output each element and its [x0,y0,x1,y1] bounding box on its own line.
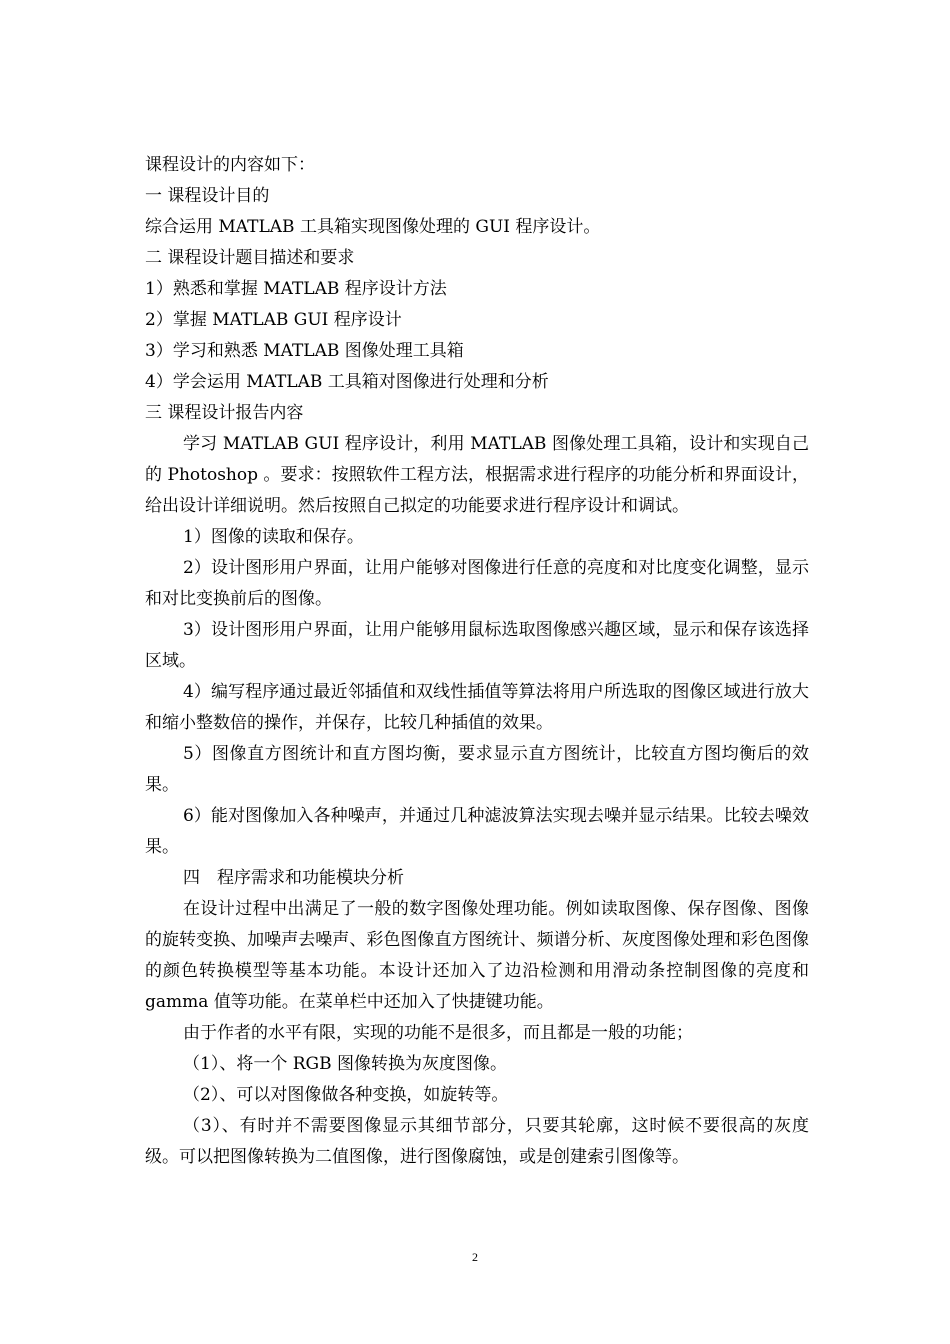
feature-item: （2）、可以对图像做各种变换，如旋转等。 [183,1085,509,1105]
feature-item: （3）、有时并不需要图像显示其细节部分，只要其轮廓，这时候不要很高的灰度级。可以把图像转换为二值图像，进行图像腐蚀，或是创建索引图像等。 [145,1116,809,1167]
section-heading-1: 一 课程设计目的 [145,186,270,206]
analysis-paragraph: 在设计过程中出满足了一般的数字图像处理功能。例如读取图像、保存图像、图像的旋转变换、加噪声去噪声、彩色图像直方图统计、频谱分析、灰度图像处理和彩色图像的颜色转换模型等基本功能。本设计还加入了边沿检测和用滑动条控制图像的亮度和 gamma 值等功能。在菜单栏中还加入了快捷键功能。 [145,899,809,1012]
report-item: 1）图像的读取和保存。 [183,527,364,547]
section-1-text: 综合运用 MATLAB 工具箱实现图像处理的 GUI 程序设计。 [145,217,601,237]
analysis-paragraph: 由于作者的水平有限，实现的功能不是很多，而且都是一般的功能； [183,1023,693,1043]
report-item: 2）设计图形用户界面，让用户能够对图像进行任意的亮度和对比度变化调整，显示和对比变换前后的图像。 [145,558,809,609]
requirement-item: 4）学会运用 MATLAB 工具箱对图像进行处理和分析 [145,372,549,392]
requirement-item: 3）学习和熟悉 MATLAB 图像处理工具箱 [145,341,464,361]
requirement-item: 1）熟悉和掌握 MATLAB 程序设计方法 [145,279,447,299]
section-heading-3: 三 课程设计报告内容 [145,403,304,423]
report-paragraph: 学习 MATLAB GUI 程序设计，利用 MATLAB 图像处理工具箱，设计和实现自己的 Photoshop 。要求：按照软件工程方法，根据需求进行程序的功能分析和界面设计，给出设计详细说明。然后按照自己拟定的功能要求进行程序设计和调试。 [145,434,809,516]
section-heading-2: 二 课程设计题目描述和要求 [145,248,355,268]
page-number: 2 [472,1250,478,1264]
intro-line: 课程设计的内容如下： [145,155,315,175]
report-item: 4）编写程序通过最近邻插值和双线性插值等算法将用户所选取的图像区域进行放大和缩小整数倍的操作，并保存，比较几种插值的效果。 [145,682,809,733]
feature-item: （1）、将一个 RGB 图像转换为灰度图像。 [183,1054,507,1074]
section-heading-4: 四 程序需求和功能模块分析 [183,868,404,888]
report-item: 5）图像直方图统计和直方图均衡，要求显示直方图统计，比较直方图均衡后的效果。 [145,744,809,795]
report-item: 3）设计图形用户界面，让用户能够用鼠标选取图像感兴趣区域，显示和保存该选择区域。 [145,620,809,671]
document-body [145,150,809,1173]
report-item: 6）能对图像加入各种噪声，并通过几种滤波算法实现去噪并显示结果。比较去噪效果。 [145,806,809,857]
requirement-item: 2）掌握 MATLAB GUI 程序设计 [145,310,402,330]
